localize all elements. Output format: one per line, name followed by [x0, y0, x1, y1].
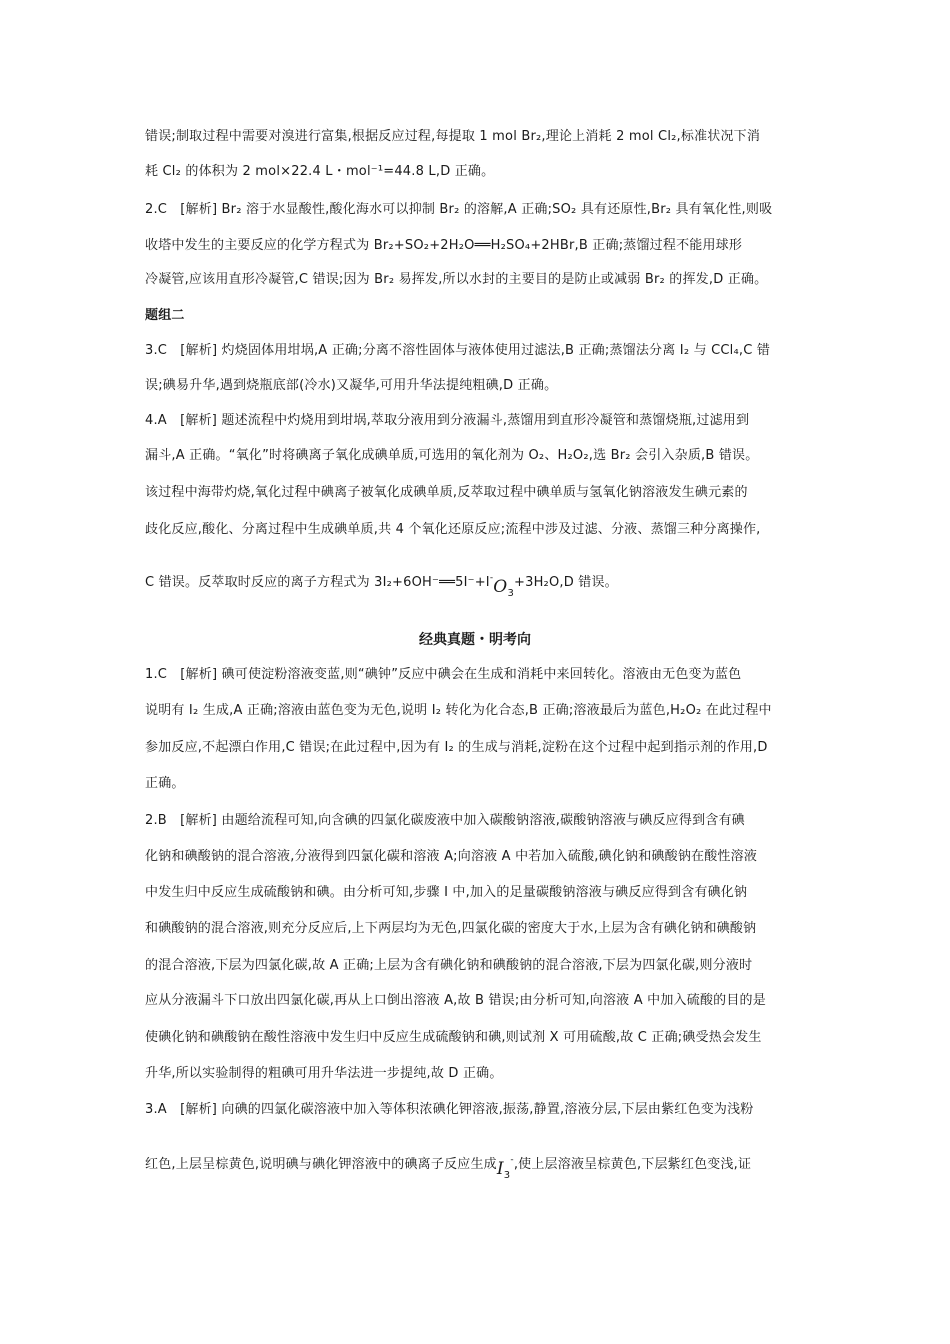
classic-2b-line-4: 和碘酸钠的混合溶液,则充分反应后,上下两层均为无色,四氯化碳的密度大于水,上层为含有碘化钠和碘酸钠 — [145, 921, 757, 936]
classic-2b-line-1: 2.B [解析] 由题给流程可知,向含碘的四氯化碳废液中加入碳酸钠溶液,碳酸钠溶液与碘反应得到含有碘 — [145, 813, 745, 828]
text-line-1: 错误;制取过程中需要对溴进行富集,根据反应过程,每提取 1 mol Br₂,理论上消耗 2 mol Cl₂,标准状况下消 — [145, 129, 761, 144]
answer-2c-line-1: 2.C [解析] Br₂ 溶于水显酸性,酸化海水可以抑制 Br₂ 的溶解,A 正确;SO₂ 具有还原性,Br₂ 具有氧化性,则吸 — [145, 202, 773, 217]
classic-2b-line-8: 升华,所以实验制得的粗碘可用升华法进一步提纯,故 D 正确。 — [145, 1066, 503, 1081]
io3-base: O — [493, 577, 508, 597]
answer-4a-line-4: 歧化反应,酸化、分离过程中生成碘单质,共 4 个氧化还原反应;流程中涉及过滤、分液、蒸馏三种分离操作, — [145, 522, 761, 537]
answer-4a-line-2: 漏斗,A 正确。“氧化”时将碘离子氧化成碘单质,可选用的氧化剂为 O₂、H₂O₂,选 Br₂ 会引入杂质,B 错误。 — [145, 448, 759, 463]
answer-4a-line-1: 4.A [解析] 题述流程中灼烧用到坩埚,萃取分液用到分液漏斗,蒸馏用到直形冷凝管和蒸馏烧瓶,过滤用到 — [145, 413, 750, 428]
text-line-2: 耗 Cl₂ 的体积为 2 mol×22.4 L・mol⁻¹=44.8 L,D 正确。 — [145, 164, 495, 179]
classic-1c-line-1: 1.C [解析] 碘可使淀粉溶液变蓝,则“碘钟”反应中碘会在生成和消耗中来回转化。溶液由无色变为蓝色 — [145, 667, 742, 682]
classic-2b-line-6: 应从分液漏斗下口放出四氯化碳,再从上口倒出溶液 A,故 B 错误;由分析可知,向溶液 A 中加入硫酸的目的是 — [145, 993, 766, 1008]
classic-1c-line-4: 正确。 — [145, 776, 185, 791]
classic-3a-line-2 — [145, 1154, 825, 1181]
classic-2b-line-5: 的混合溶液,下层为四氯化碳,故 A 正确;上层为含有碘化钠和碘酸钠的混合溶液,下层为四氯化碳,则分液时 — [145, 958, 753, 973]
i3-subscript: 3 — [503, 1170, 511, 1181]
i3-base: I — [496, 1159, 504, 1179]
i3-superscript: - — [510, 1155, 514, 1165]
classic-3a-line-1: 3.A [解析] 向碘的四氯化碳溶液中加入等体积浓碘化钾溶液,振荡,静置,溶液分层,下层由紫红色变为浅粉 — [145, 1102, 754, 1117]
classic-2b-line-2: 化钠和碘酸钠的混合溶液,分液得到四氯化碳和溶液 A;向溶液 A 中若加入硫酸,碘化钠和碘酸钠在酸性溶液 — [145, 849, 758, 864]
io3-superscript: - — [489, 573, 494, 583]
section-title-classic: 经典真题・明考向 — [419, 632, 531, 648]
io3-subscript: 3 — [507, 588, 514, 599]
answer-4a-line-3: 该过程中海带灼烧,氧化过程中碘离子被氧化成碘单质,反萃取过程中碘单质与氢氧化钠溶液发生碘元素的 — [145, 485, 748, 500]
classic-2b-line-7: 使碘化钠和碘酸钠在酸性溶液中发生归中反应生成硫酸钠和碘,则试剂 X 可用硫酸,故 C 正确;碘受热会发生 — [145, 1030, 762, 1045]
answer-3c-line-2: 误;碘易升华,遇到烧瓶底部(冷水)又凝华,可用升华法提纯粗碘,D 正确。 — [145, 378, 558, 393]
answer-3c-line-1: 3.C [解析] 灼烧固体用坩埚,A 正确;分离不溶性固体与液体使用过滤法,B 正确;蒸馏法分离 I₂ 与 CCl₄,C 错 — [145, 343, 771, 358]
equation-text: C 错误。反萃取时反应的离子方程式为 3I₂+6OH⁻══5I⁻+I — [145, 575, 490, 590]
classic-1c-line-2: 说明有 I₂ 生成,A 正确;溶液由蓝色变为无色,说明 I₂ 转化为化合态,B 正确;溶液最后为蓝色,H₂O₂ 在此过程中 — [145, 703, 772, 718]
answer-2c-line-2: 收塔中发生的主要反应的化学方程式为 Br₂+SO₂+2H₂O══H₂SO₄+2HBr,B 正确;蒸馏过程不能用球形 — [145, 238, 743, 253]
answer-2c-line-3: 冷凝管,应该用直形冷凝管,C 错误;因为 Br₂ 易挥发,所以水封的主要目的是防止或减弱 Br₂ 的挥发,D 正确。 — [145, 272, 768, 287]
equation-tail: +3H₂O,D 错误。 — [514, 575, 618, 590]
line-text-after: ,使上层溶液呈棕黄色,下层紫红色变浅,证 — [513, 1157, 752, 1172]
classic-1c-line-3: 参加反应,不起漂白作用,C 错误;在此过程中,因为有 I₂ 的生成与消耗,淀粉在这个过程中起到指示剂的作用,D — [145, 740, 768, 755]
section-heading-group2: 题组二 — [145, 308, 185, 323]
classic-2b-line-3: 中发生归中反应生成硫酸钠和碘。由分析可知,步骤 Ⅰ 中,加入的足量碳酸钠溶液与碘反应得到含有碘化钠 — [145, 885, 748, 900]
line-text-before: 红色,上层呈棕黄色,说明碘与碘化钾溶液中的碘离子反应生成 — [145, 1157, 497, 1172]
answer-4a-line-5 — [145, 572, 825, 599]
